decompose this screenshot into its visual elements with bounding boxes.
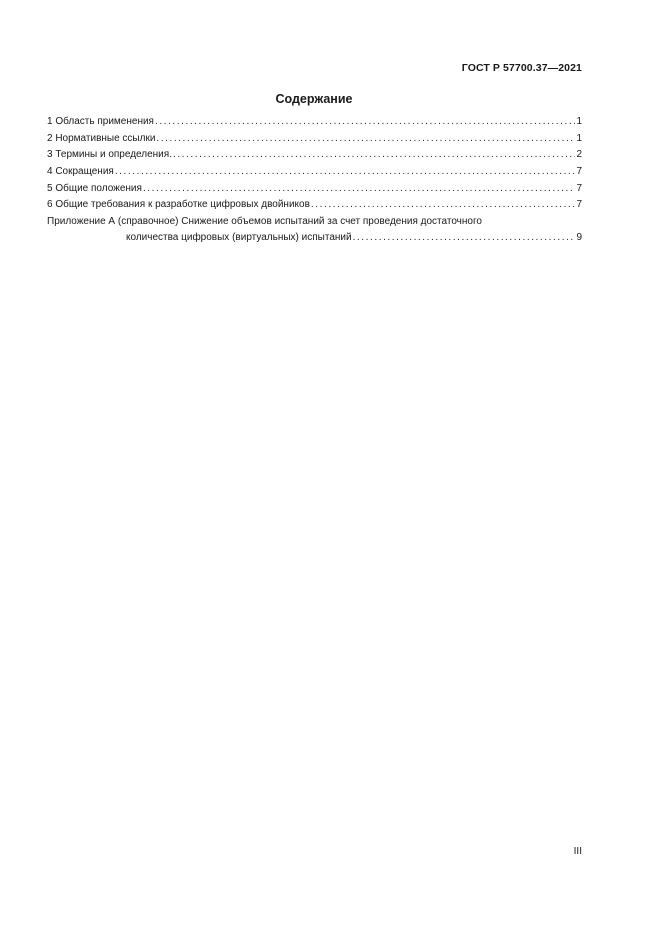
document-code: ГОСТ Р 57700.37—2021 [461, 62, 582, 74]
table-of-contents [47, 116, 582, 249]
page-number: III [573, 846, 582, 857]
toc-entry[interactable] [47, 149, 582, 166]
toc-annex-label-line1: Приложение А (справочное) Снижение объемов испытаний за счет проведения достаточного [47, 216, 482, 228]
toc-annex-page: 9 [576, 231, 582, 243]
toc-entry-label: 4 Сокращения [47, 166, 114, 178]
toc-annex-entry[interactable] [47, 216, 582, 232]
toc-entry-label: 1 Область применения [47, 116, 154, 127]
toc-entry-label: 6 Общие требования к разработке цифровых двойников [47, 199, 310, 211]
toc-entry-label: 5 Общие положения [47, 182, 142, 194]
toc-dot-leader [173, 149, 575, 160]
toc-annex-label-line2: количества цифровых (виртуальных) испытаний [126, 231, 352, 243]
toc-title: Содержание [275, 92, 353, 106]
toc-entry-page: 1 [576, 132, 582, 144]
toc-entry[interactable] [47, 133, 582, 150]
toc-dot-leader [155, 116, 575, 127]
toc-entry[interactable] [47, 166, 582, 183]
toc-dot-leader [311, 199, 576, 210]
toc-dot-leader [156, 133, 575, 144]
toc-entry-page: 7 [576, 199, 582, 211]
toc-entry-page: 2 [576, 149, 582, 161]
toc-entry-page: 1 [576, 116, 582, 127]
toc-entry-page: 7 [576, 182, 582, 194]
toc-dot-leader [115, 166, 576, 177]
toc-dot-leader [143, 183, 576, 194]
toc-entry[interactable] [47, 199, 582, 216]
toc-annex-entry-continued[interactable] [47, 232, 582, 249]
toc-entry-label: 3 Термины и определения. [47, 149, 172, 161]
toc-entry[interactable] [47, 116, 582, 133]
toc-dot-leader [353, 232, 576, 243]
toc-entry-page: 7 [576, 166, 582, 178]
toc-entry-label: 2 Нормативные ссылки [47, 132, 156, 144]
toc-entry[interactable] [47, 183, 582, 200]
